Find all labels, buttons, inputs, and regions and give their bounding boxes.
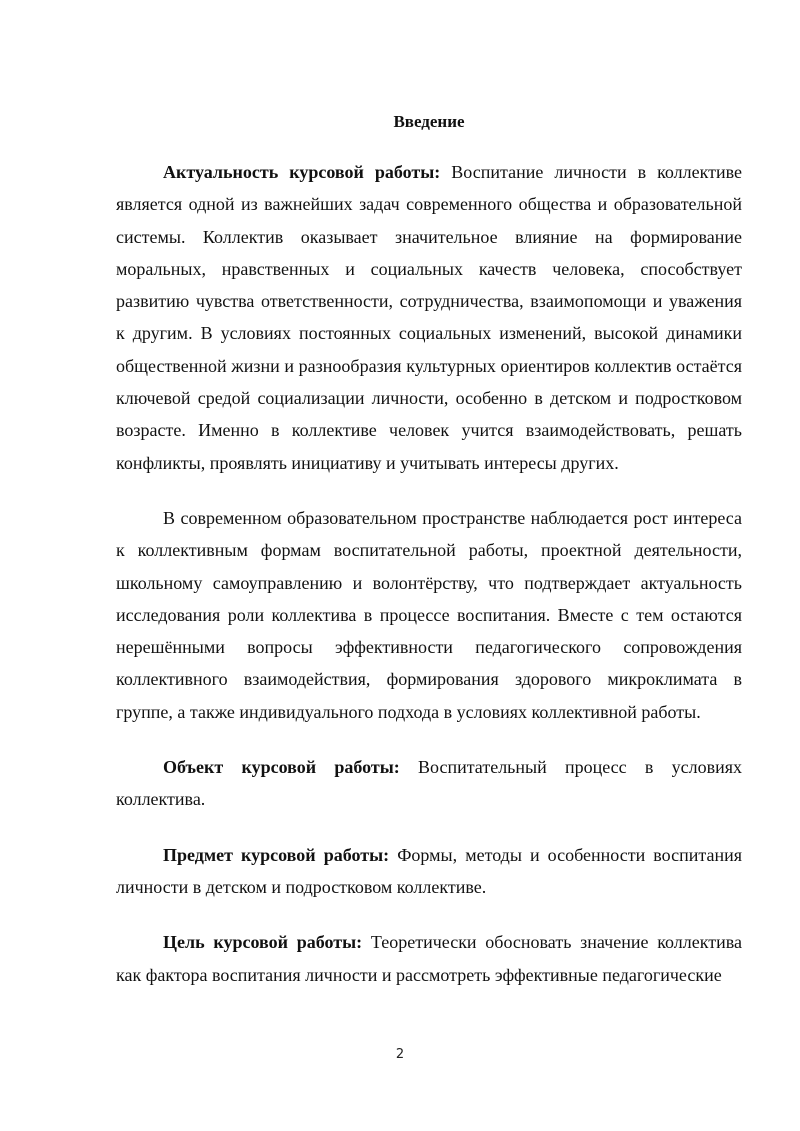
paragraph-lead: Цель курсовой работы: xyxy=(163,932,363,953)
paragraph-context xyxy=(116,502,742,728)
paragraph-text: Воспитательный процесс в условиях коллектива. xyxy=(116,757,742,810)
page-number: 2 xyxy=(395,1047,405,1062)
paragraph-lead: Предмет курсовой работы: xyxy=(163,844,390,865)
paragraph-lead: Актуальность курсовой работы: xyxy=(163,162,441,182)
paragraph-text: Теоретически обосновать значение коллектива как фактора воспитания личности и рассмотреть эффективные педагогические xyxy=(116,932,743,985)
paragraph-text: Воспитание личности в коллективе является одной из важнейших задач современного общества и образовательной системы. Коллектив оказывает значительное влияние на формирование моральных, нравственных и социальных качеств человека, способствует развитию чувства ответственности, сотрудничества, взаимопомощи и уважения к другим. В условиях постоянных социальных изменений, высокой динамики общественной жизни и разнообразия культурных ориентиров коллектив остаётся ключевой средой социализации личности, особенно в детском и подростковом возрасте. Именно в коллективе человек учится взаимодействовать, решать конфликты, проявлять инициативу и учитывать интересы других. xyxy=(116,162,743,473)
section-title: Введение xyxy=(393,112,465,131)
paragraph-goal xyxy=(116,926,742,991)
paragraph-text: В современном образовательном пространстве наблюдается рост интереса к коллективным формам воспитательной работы, проектной деятельности, школьному самоуправлению и волонтёрству, что подтверждает актуальность исследования роли коллектива в процессе воспитания. Вместе с тем остаются нерешёнными вопросы эффективности педагогического сопровождения коллективного взаимодействия, формирования здорового микроклимата в группе, а также индивидуального подхода в условиях коллективной работы. xyxy=(116,507,742,722)
paragraph-object xyxy=(116,751,742,816)
paragraph-relevance xyxy=(116,156,742,479)
page-content xyxy=(116,110,742,991)
paragraph-subject xyxy=(116,839,742,904)
paragraph-text: Формы, методы и особенности воспитания личности в детском и подростковом коллективе. xyxy=(116,844,742,897)
paragraph-lead: Объект курсовой работы: xyxy=(163,757,400,778)
